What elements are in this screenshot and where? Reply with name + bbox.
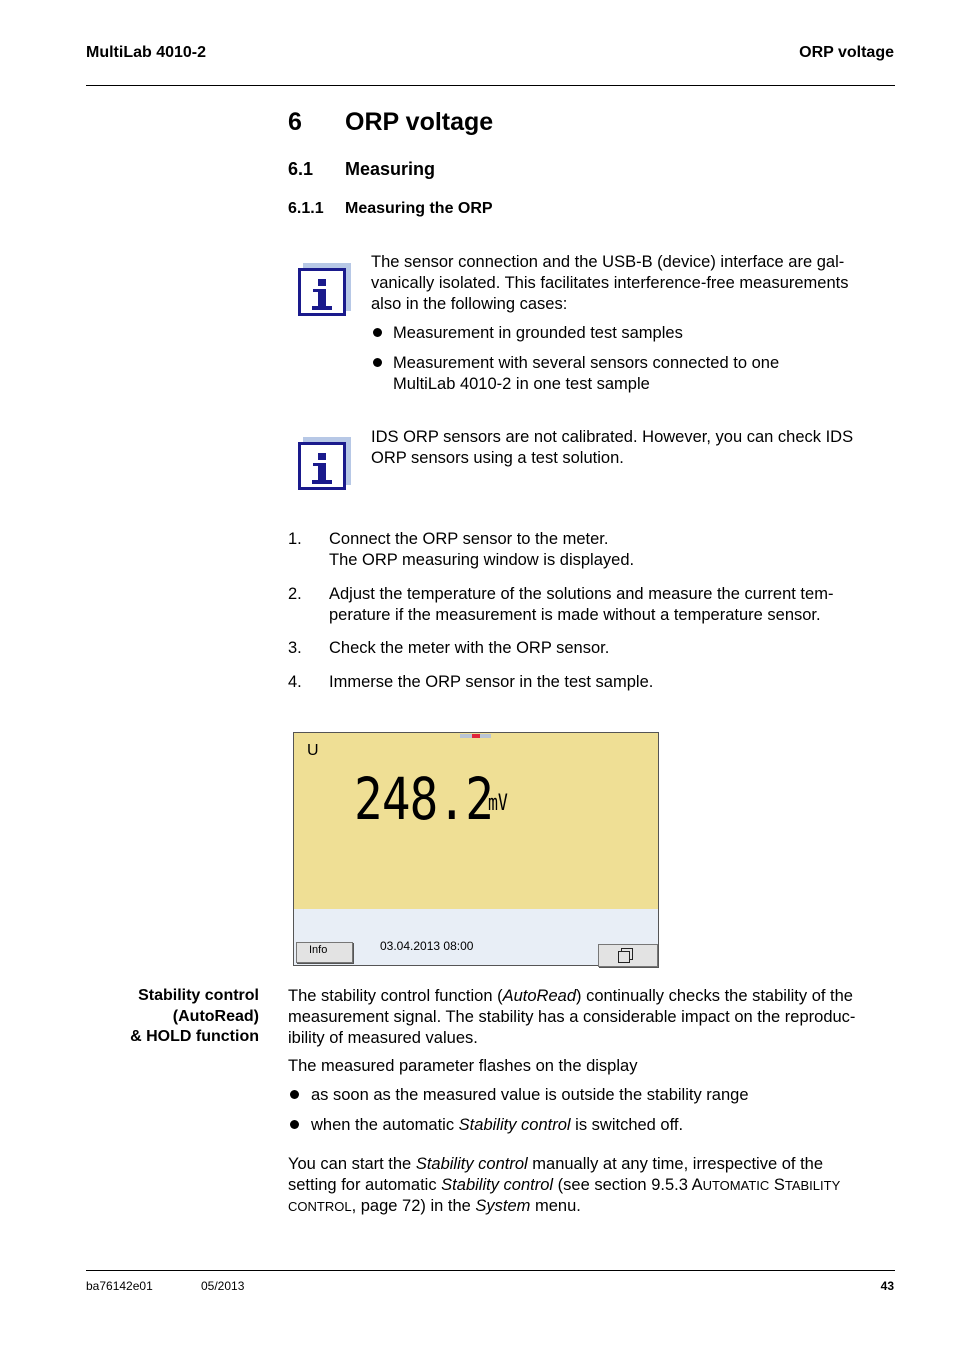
note1-line: vanically isolated. This facilitates interference-free measurements <box>371 274 849 292</box>
text-run: , page 72) in the <box>351 1197 476 1215</box>
bullet-line: MultiLab 4010-2 in one test sample <box>393 375 650 393</box>
note1-bullet-2 <box>393 353 779 395</box>
stability-paragraph-3 <box>288 1154 840 1217</box>
step-text: Check the meter with the ORP sensor. <box>329 639 610 657</box>
step-line: Adjust the temperature of the solutions and measure the current tem- <box>329 585 834 603</box>
text-run: S <box>769 1176 785 1194</box>
bullet-line: Measurement with several sensors connected to one <box>393 354 780 372</box>
section-title: Measuring <box>345 159 436 179</box>
text-run-smallcaps: UTOMATIC <box>702 1178 770 1193</box>
text-run: ) continually checks the stability of the <box>576 987 853 1005</box>
side-heading-line: (AutoRead) <box>172 1007 259 1025</box>
text-run-italic: AutoRead <box>502 987 576 1005</box>
note2-line: IDS ORP sensors are not calibrated. However, you can check IDS <box>371 428 854 446</box>
text-run-italic: System <box>475 1197 531 1215</box>
info-icon <box>298 268 346 316</box>
stability-paragraph-1 <box>288 986 855 1049</box>
side-heading-line: Stability control <box>138 987 259 1004</box>
stability-paragraph-2: The measured parameter flashes on the display <box>288 1057 638 1075</box>
header-section: ORP voltage <box>799 44 894 61</box>
text-run: menu. <box>530 1197 581 1215</box>
step-line: The ORP measuring window is displayed. <box>329 551 635 569</box>
note1-line: also in the following cases: <box>371 295 568 313</box>
stability-bullet-1: as soon as the measured value is outside the stability range <box>311 1086 749 1104</box>
bullet-dot <box>373 328 382 337</box>
text-run-smallcaps: CONTROL <box>288 1199 352 1214</box>
text-run: You can start the <box>288 1155 416 1173</box>
info-icon <box>298 442 346 490</box>
note2-line: ORP sensors using a test solution. <box>371 449 624 467</box>
status-indicator <box>472 734 480 738</box>
side-heading <box>130 986 259 1048</box>
date-time: 03.04.2013 08:00 <box>380 939 474 953</box>
text-run: The stability control function ( <box>288 987 503 1005</box>
footer-date: 05/2013 <box>201 1279 245 1293</box>
subsection-number: 6.1.1 <box>288 200 324 217</box>
paragraph-line: measurement signal. The stability has a considerable impact on the reproduc- <box>288 1008 856 1026</box>
text-run: manually at any time, irrespective of the <box>527 1155 824 1173</box>
mode-symbol: U <box>307 742 319 759</box>
text-run-italic: Stability control <box>458 1116 571 1134</box>
step-line: Connect the ORP sensor to the meter. <box>329 530 609 548</box>
window-icon-front <box>618 951 630 963</box>
step-text: Immerse the ORP sensor in the test sample. <box>329 673 654 691</box>
text-run-italic: Stability control <box>415 1155 528 1173</box>
note1-bullet-1: Measurement in grounded test samples <box>393 324 683 342</box>
info-button[interactable] <box>296 942 353 963</box>
footer-rule <box>86 1270 895 1271</box>
subsection-title: Measuring the ORP <box>345 200 493 217</box>
side-heading-line: & HOLD function <box>130 1028 259 1045</box>
text-run: is switched off. <box>570 1116 684 1134</box>
chapter-title: ORP voltage <box>345 108 494 136</box>
step-line: perature if the measurement is made without a temperature sensor. <box>329 606 821 624</box>
step-number: 4. <box>288 673 302 691</box>
info-button-label: Info <box>309 944 328 956</box>
page-number: 43 <box>880 1279 894 1293</box>
note1-text <box>371 252 849 315</box>
step-text <box>329 584 833 626</box>
text-run: setting for automatic <box>288 1176 442 1194</box>
footer-doc-id: ba76142e01 <box>86 1279 153 1293</box>
note2-text <box>371 427 853 469</box>
meter-display <box>293 732 659 966</box>
bullet-dot <box>290 1090 299 1099</box>
measured-value: 248.2 <box>354 765 494 833</box>
note1-line: The sensor connection and the USB-B (device) interface are gal- <box>371 253 845 271</box>
section-number: 6.1 <box>288 159 314 179</box>
step-number: 2. <box>288 585 302 603</box>
paragraph-line: ibility of measured values. <box>288 1029 478 1047</box>
header-rule <box>86 85 895 86</box>
text-run: when the automatic <box>311 1116 459 1134</box>
text-run-smallcaps: TABILITY <box>784 1178 841 1193</box>
text-run: (see section 9.5.3 A <box>553 1176 703 1194</box>
step-number: 1. <box>288 530 302 548</box>
bullet-dot <box>373 358 382 367</box>
bullet-dot <box>290 1120 299 1129</box>
unit-label: mV <box>488 791 508 816</box>
window-button[interactable] <box>598 944 658 967</box>
stability-bullet-2 <box>311 1115 683 1136</box>
step-text <box>329 529 634 571</box>
text-run-italic: Stability control <box>441 1176 554 1194</box>
header-title: MultiLab 4010-2 <box>86 44 207 61</box>
chapter-number: 6 <box>288 108 302 136</box>
step-number: 3. <box>288 639 302 657</box>
